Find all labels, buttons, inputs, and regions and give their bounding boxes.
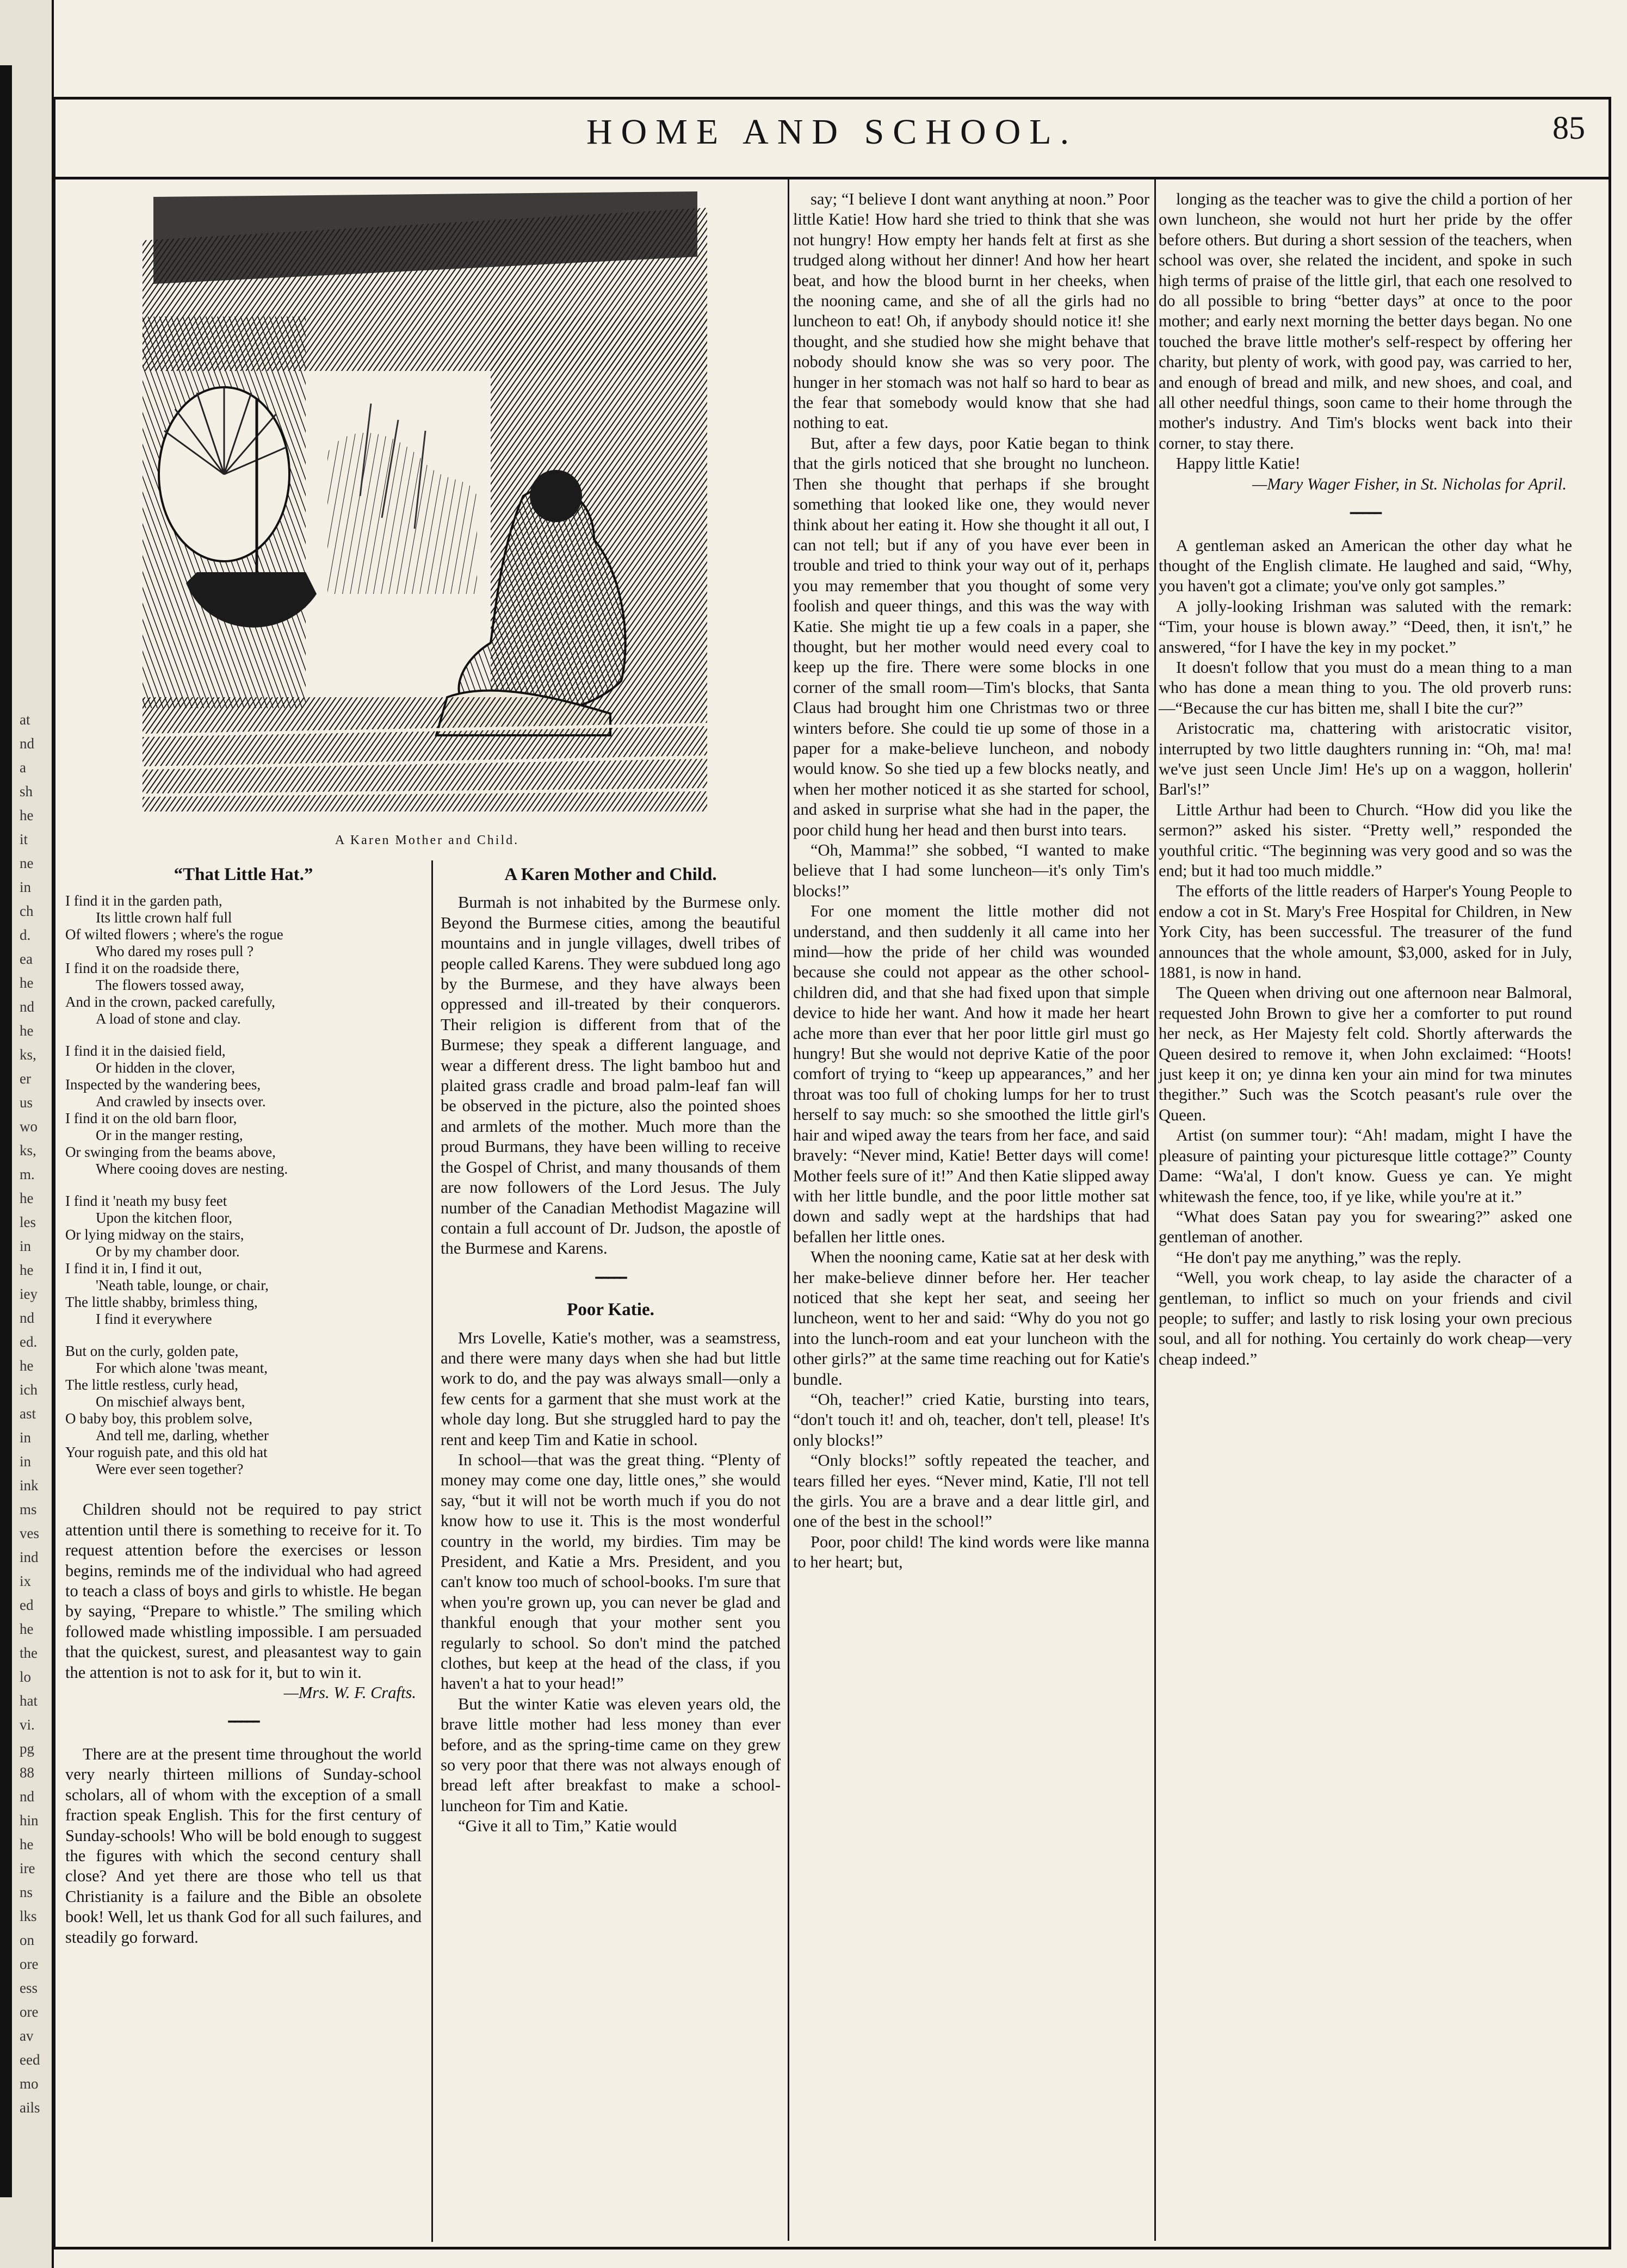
poem-line: Or hidden in the clover, xyxy=(96,1059,236,1076)
gutter-text-fragment: m. xyxy=(20,1166,35,1182)
poem-line: O baby boy, this problem solve, xyxy=(65,1410,252,1427)
paragraph: longing as the teacher was to give the child a portion of her own luncheon, she would not hurt her pride by the offer before others. But during a short session of the teachers, when school was over, she related the incident, and spoke in such high terms of praise of the little girl, that each one resolved to do all possible to bring “better days” at once to the poor mother; and early next morning the better days began. No one touched the brave little mother's self-respect by offering her charity, but plenty of work, with good pay, was carried to her, and enough of bread and milk, and new shoes, and coal, and all other needful things, soon came to their home through the mother's industry. And Tim's blocks went back into their corner, to stay there. xyxy=(1159,190,1572,453)
poem-line: Inspected by the wandering bees, xyxy=(65,1076,261,1093)
paragraph: But the winter Katie was eleven years old, the brave little mother had less money than ever before, and as the spring-time came on they grew so very poor that there was not always enough of bread left after breakfast to make a school-luncheon for Tim and Katie. xyxy=(441,1694,781,1815)
gutter-text-fragment: nd xyxy=(20,1788,34,1805)
anecdote-paragraph: A gentleman asked an American the other day what he thought of the English climate. He laughed and said, “Why, you haven't got a climate; you've only got samples.” xyxy=(1159,536,1572,596)
paragraph: “Oh, teacher!” cried Katie, bursting into tears, “don't touch it! and oh, teacher, don't tell, please! It's only blocks!” xyxy=(793,1390,1149,1449)
gutter-text-fragment: he xyxy=(20,1262,34,1278)
binding-edge xyxy=(0,65,12,2197)
column-rule xyxy=(1154,179,1156,2241)
poem-stanza xyxy=(65,1343,422,1478)
gutter-text-fragment: ms xyxy=(20,1501,37,1517)
ornament-divider: ━━━━━ xyxy=(1350,506,1381,520)
poem-line: But on the curly, golden pate, xyxy=(65,1343,239,1360)
gutter-text-fragment: ed. xyxy=(20,1334,38,1350)
gutter-text-fragment: lo xyxy=(20,1669,32,1685)
poem-line: I find it in the daisied field, xyxy=(65,1043,226,1059)
article-signature: —Mrs. W. F. Crafts. xyxy=(283,1683,416,1702)
gutter-text-fragment: ea xyxy=(20,951,33,967)
header-rule xyxy=(53,177,1611,179)
column-a xyxy=(65,865,422,1948)
gutter-text-fragment: nd xyxy=(20,999,34,1015)
column-rule xyxy=(431,860,433,2242)
gutter-text-fragment: ix xyxy=(20,1573,32,1589)
poem-line: I find it on the old barn floor, xyxy=(65,1110,237,1127)
poem-line: Its little crown half full xyxy=(96,909,232,926)
gutter-text-fragment: vi. xyxy=(20,1717,35,1733)
gutter-text-fragment: in xyxy=(20,1453,32,1470)
gutter-text-fragment: he xyxy=(20,975,34,991)
gutter-text-fragment: he xyxy=(20,1621,34,1637)
poem-line: Your roguish pate, and this old hat xyxy=(65,1444,268,1461)
anecdote-paragraph: “Well, you work cheap, to lay aside the character of a gentleman, to inflict so much on your friends and civil people; to suffer; and lastly to risk losing your own precious soul, and all for nothing. You certainly do work cheap—very cheap indeed.” xyxy=(1159,1268,1572,1368)
poem-stanza xyxy=(65,1043,422,1178)
gutter-text-fragment: av xyxy=(20,2028,34,2044)
poem-line: Where cooing doves are nesting. xyxy=(96,1161,288,1178)
paragraph: Mrs Lovelle, Katie's mother, was a seamstress, and there were many days when she had but little work to do, and the pay was always small—only a few cents for a garment that she must work at the whole day long. But she struggled hard to pay the rent and keep Tim and Katie in school. xyxy=(441,1328,781,1449)
gutter-text-fragment: in xyxy=(20,879,32,895)
poem-line: I find it everywhere xyxy=(96,1311,212,1328)
gutter-text-fragment: ves xyxy=(20,1525,39,1541)
gutter-text-fragment: the xyxy=(20,1645,38,1661)
poem-line: 'Neath table, lounge, or chair, xyxy=(96,1277,269,1294)
gutter-text-fragment: ess xyxy=(20,1980,38,1996)
column-c xyxy=(793,189,1149,1573)
gutter-text-fragment: hat xyxy=(20,1693,38,1709)
poem-line: Who dared my roses pull ? xyxy=(96,943,254,960)
gutter-text-fragment: les xyxy=(20,1214,36,1230)
poem-line: Or in the manger resting, xyxy=(96,1127,243,1144)
paragraph: Happy little Katie! xyxy=(1176,454,1301,473)
gutter-text-fragment: wo xyxy=(20,1118,38,1135)
gutter-text-fragment: eed xyxy=(20,2052,40,2068)
gutter-text-fragment: ails xyxy=(20,2099,40,2116)
gutter-text-fragment: us xyxy=(20,1094,33,1111)
anecdote-paragraph: A jolly-looking Irishman was saluted with the remark: “Tim, your house is blown away.” “Deed, then, it isn't,” he answered, “for I have the key in my pocket.” xyxy=(1159,597,1572,656)
article-signature: —Mary Wager Fisher, in St. Nicholas for April. xyxy=(1252,474,1567,493)
poem-body xyxy=(65,893,422,1478)
column-d xyxy=(1159,189,1572,1370)
gutter-text-fragment: nd xyxy=(20,1310,34,1326)
gutter-text-fragment: at xyxy=(20,711,30,728)
poem-line: Upon the kitchen floor, xyxy=(96,1210,232,1226)
paragraph: There are at the present time throughout the world very nearly thirteen millions of Sunday-school scholars, all of whom with the exception of a small fraction speak English. This for the first century of Sunday-schools! Who will be bold enough to suggest the figures with which the second century shall close? And yet there are those who tell us that Christianity is a failure and the Bible an obsolete book! Well, let us thank God for all such failures, and steadily go forward. xyxy=(65,1744,422,1947)
gutter-text-fragment: d. xyxy=(20,927,31,943)
gutter-text-fragment: pg xyxy=(20,1740,34,1757)
column-rule xyxy=(788,179,789,2241)
gutter-text-fragment: er xyxy=(20,1070,31,1087)
gutter-text-fragment: mo xyxy=(20,2075,39,2092)
gutter-text-fragment: ore xyxy=(20,2004,39,2020)
paragraph: “Only blocks!” softly repeated the teacher, and tears filled her eyes. “Never mind, Katie, I'll not tell the girls. You are a brave and a dear little girl, and one of the best in the school!” xyxy=(793,1451,1149,1531)
gutter-text-fragment: he xyxy=(20,1023,34,1039)
gutter-text-fragment: ns xyxy=(20,1884,33,1900)
gutter-text-fragment: on xyxy=(20,1932,34,1948)
gutter-text-fragment: he xyxy=(20,1836,34,1852)
paragraph: In school—that was the great thing. “Plenty of money may come one day, little ones,” she would say, “but it will not be worth much if you do not know how to use it. This is the most wonderful country in the world, my birdies. Tim may be President, and Katie a Mrs. President, and you can't know too much of school-books. I'm sure that when you're grown up, you can never be glad and thankful enough that your mother sent you regularly to school. So don't mind the patched clothes, but keep at the head of the class, if you haven't a hat to your head!” xyxy=(441,1450,781,1693)
paragraph: Children should not be required to pay strict attention until there is something to receive for it. To request attention before the exercises or lesson begins, reminds me of the individual who had agreed to teach a class of boys and girls to whistle. He began by saying, “Prepare to whistle.” The smiling which followed made whistling impossible. I am persuaded that the quickest, surest, and pleasantest way to gain the attention is not to ask for it, but to win it. xyxy=(65,1500,422,1682)
gutter-text-fragment: 88 xyxy=(20,1764,34,1781)
poem-line: I find it 'neath my busy feet xyxy=(65,1193,227,1210)
poem-line: Or swinging from the beams above, xyxy=(65,1144,276,1161)
karen-mother-child-engraving xyxy=(143,191,707,811)
gutter-text-fragment: sh xyxy=(20,783,33,800)
publication-title: HOME AND SCHOOL. xyxy=(586,112,1078,152)
gutter-text-fragment: it xyxy=(20,831,28,847)
gutter-text-fragment: iey xyxy=(20,1286,38,1302)
paragraph: say; “I believe I dont want anything at noon.” Poor little Katie! How hard she tried to think that she was not hungry! How empty her hands felt at first as she trudged along without her dinner! And how her heart beat, and how the blood burnt in her cheeks, when the nooning came, and she of all the girls had no luncheon to eat! Oh, if anybody should notice it! she thought, and she studied how she might behave that nobody should know she was so very poor. The hunger in her stomach was not half so hard to bear as the fear that somebody would know that she had nothing to eat. xyxy=(793,190,1149,432)
poem-line: I find it in, I find it out, xyxy=(65,1260,202,1277)
article-title: A Karen Mother and Child. xyxy=(504,865,717,884)
anecdote-paragraph: “What does Satan pay you for swearing?” asked one gentleman of another. xyxy=(1159,1207,1572,1247)
poem-stanza xyxy=(65,1193,422,1328)
ornament-divider: ━━━━━ xyxy=(228,1715,259,1729)
paragraph: Burmah is not inhabited by the Burmese only. Beyond the Burmese cities, among the beautiful mountains and in jungle villages, dwell tribes of people called Karens. They were subdued long ago by the Burmese, and they have always been oppressed and ill-treated by their conquerors. Their religion is different from that of the Burmese; they speak a different language, and wear a different dress. The light bamboo hut and plaited grass cradle and broad palm-leaf fan will be observed in the picture, also the pointed shoes and armlets of the mother. Much more than the proud Burmans, they have been willing to receive the Gospel of Christ, and many thousands of them are now followers of the Lord Jesus. The July number of the Canadian Methodist Magazine will contain a full account of Dr. Judson, the apostle of the Burmese and Karens. xyxy=(441,893,781,1258)
poem-line: For which alone 'twas meant, xyxy=(96,1360,268,1377)
column-b xyxy=(441,865,781,1837)
gutter-text-fragment: ich xyxy=(20,1381,38,1398)
poem-line: The little shabby, brimless thing, xyxy=(65,1294,258,1311)
poem-line: On mischief always bent, xyxy=(96,1393,245,1410)
poem-line: Of wilted flowers ; where's the rogue xyxy=(65,926,283,943)
gutter-text-fragment: ind xyxy=(20,1549,39,1565)
paragraph: “Give it all to Tim,” Katie would xyxy=(458,1817,677,1836)
gutter-text-fragment: ink xyxy=(20,1477,39,1494)
gutter-text-fragment: in xyxy=(20,1429,32,1446)
poem-line: And in the crown, packed carefully, xyxy=(65,994,275,1011)
gutter-text-fragment: ne xyxy=(20,855,34,871)
poem-line: The flowers tossed away, xyxy=(96,977,244,994)
poem-line: Were ever seen together? xyxy=(96,1461,244,1478)
anecdote-paragraph: It doesn't follow that you must do a mean thing to a man who has done a mean thing to you. The old proverb runs:—“Because the cur has bitten me, shall I bite the cur?” xyxy=(1159,658,1572,717)
gutter-text-fragment: a xyxy=(20,759,26,776)
adjacent-page-gutter xyxy=(0,0,54,2268)
gutter-text-fragment: ch xyxy=(20,903,34,919)
gutter-text-fragment: he xyxy=(20,1190,34,1206)
poem-line: And tell me, darling, whether xyxy=(96,1427,269,1444)
poem-line: And crawled by insects over. xyxy=(96,1093,266,1110)
gutter-text-fragment: lks xyxy=(20,1908,37,1924)
anecdote-paragraph: “He don't pay me anything,” was the reply. xyxy=(1176,1248,1462,1267)
poem-title: “That Little Hat.” xyxy=(174,865,313,884)
anecdote-paragraph: The Queen when driving out one afternoon near Balmoral, requested John Brown to give her a comforter to put round her neck, as Her Majesty felt cold. Shortly afterwards the Queen desired to remove it, when John exclaimed: “Hoots! just keep it on; ye dinna ken your ain mind for twa minutes thegither.” Such was the Scotch peasant's rule over the Queen. xyxy=(1159,983,1572,1124)
poem-stanza xyxy=(65,893,422,1027)
poem-line: The little restless, curly head, xyxy=(65,1377,238,1393)
poem-line: I find it on the roadside there, xyxy=(65,960,240,977)
paragraph: But, after a few days, poor Katie began to think that the girls noticed that she brought no luncheon. Then she thought that perhaps if she brought something that looked like one, they would never think about her eating it. How she thought it all out, I can not tell; but if any of you have ever been in trouble and tried to think your way out of it, perhaps you may remember that you thought of some very foolish and queer things, and this was the way with Katie. She might tie up a few coals in a paper, she thought, but her mother would need every coal to keep up the fire. There were some blocks in one corner of the small room—Tim's blocks, that Santa Claus had brought him one Christmas two or three winters before. She could tie up some of those in a paper for a make-believe luncheon, and nobody would know. So she tied up a few blocks neatly, and when her mother noticed it as she started for school, and asked in surprise what she had in the paper, the poor child hung her head and then burst into tears. xyxy=(793,433,1149,839)
poem-line: Or by my chamber door. xyxy=(96,1243,240,1260)
paragraph: For one moment the little mother did not understand, and then suddenly it all came into her mind—how the pride of her child was wounded because she could not appear as the other school-children did, and that she had fixed upon that simple device to hide her want. And how it made her heart ache more than ever that her poor little girl must go hungry! But she would not deprive Katie of the poor comfort of trying to “keep up appearances,” and her throat was too full of choking lumps for her to trust herself to say much: so she smoothed the little girl's hair and wiped away the tears from her face, and said bravely: “Never mind, Katie! Better days will come! Mother feels sure of it!” And then Katie slipped away with her little bundle, and the poor little mother sat down and sadly wept at the hardships that had befallen her little ones. xyxy=(793,902,1149,1246)
gutter-text-fragment: ks, xyxy=(20,1142,36,1158)
article-title: Poor Katie. xyxy=(567,1300,654,1320)
poem-line: A load of stone and clay. xyxy=(96,1011,241,1027)
gutter-text-fragment: ire xyxy=(20,1860,35,1876)
illustration-caption: A Karen Mother and Child. xyxy=(335,833,519,847)
paragraph: When the nooning came, Katie sat at her desk with her make-believe dinner before her. Her teacher noticed that she kept her seat, and seeing her luncheon, went to her and said: “Why do you not go into the lunch-room and eat your luncheon with the other girls?” at the same time reaching out for Katie's bundle. xyxy=(793,1248,1149,1389)
gutter-text-fragment: he xyxy=(20,1358,34,1374)
poem-line: I find it in the garden path, xyxy=(65,893,222,909)
anecdote-paragraph: Aristocratic ma, chattering with aristocratic visitor, interrupted by two little daughters running in: “Oh, ma! ma! we've just seen Uncle Jim! He's up on a waggon, hollerin' Barl's!” xyxy=(1159,719,1572,799)
gutter-text-fragment: hin xyxy=(20,1812,39,1829)
page-header xyxy=(53,106,1611,177)
anecdote-paragraph: The efforts of the little readers of Harper's Young People to endow a cot in St. Mary's Free Hospital for Children, in New York City, has been successful. The treasurer of the fund announces that the whole amount, $3,000, asked for in July, 1881, is now in hand. xyxy=(1159,882,1572,982)
anecdote-paragraph: Artist (on summer tour): “Ah! madam, might I have the pleasure of painting your picturesque little cottage?” County Dame: “Wa'al, I don't know. Guess ye can. Ye might whitewash the fence, too, if ye like, while you're at it.” xyxy=(1159,1126,1572,1206)
gutter-text-fragment: ks, xyxy=(20,1046,36,1063)
gutter-text-fragment: ed xyxy=(20,1597,34,1613)
gutter-text-fragment: in xyxy=(20,1238,32,1254)
ornament-divider: ━━━━━ xyxy=(595,1271,626,1285)
paragraph: “Oh, Mamma!” she sobbed, “I wanted to make believe that I had some luncheon—it's only Tim's blocks!” xyxy=(793,841,1149,900)
gutter-text-fragment: nd xyxy=(20,735,34,752)
poem-line: Or lying midway on the stairs, xyxy=(65,1226,244,1243)
gutter-text-fragment: ore xyxy=(20,1956,39,1972)
paragraph: Poor, poor child! The kind words were like manna to her heart; but, xyxy=(793,1532,1149,1572)
anecdote-paragraph: Little Arthur had been to Church. “How did you like the sermon?” asked his sister. “Pretty well,” responded the youthful critic. “The beginning was very good and so was the end; but it had too much middle.” xyxy=(1159,800,1572,880)
gutter-text-fragment: he xyxy=(20,807,34,823)
gutter-text-fragment: ast xyxy=(20,1405,36,1422)
page-number: 85 xyxy=(1552,110,1585,146)
